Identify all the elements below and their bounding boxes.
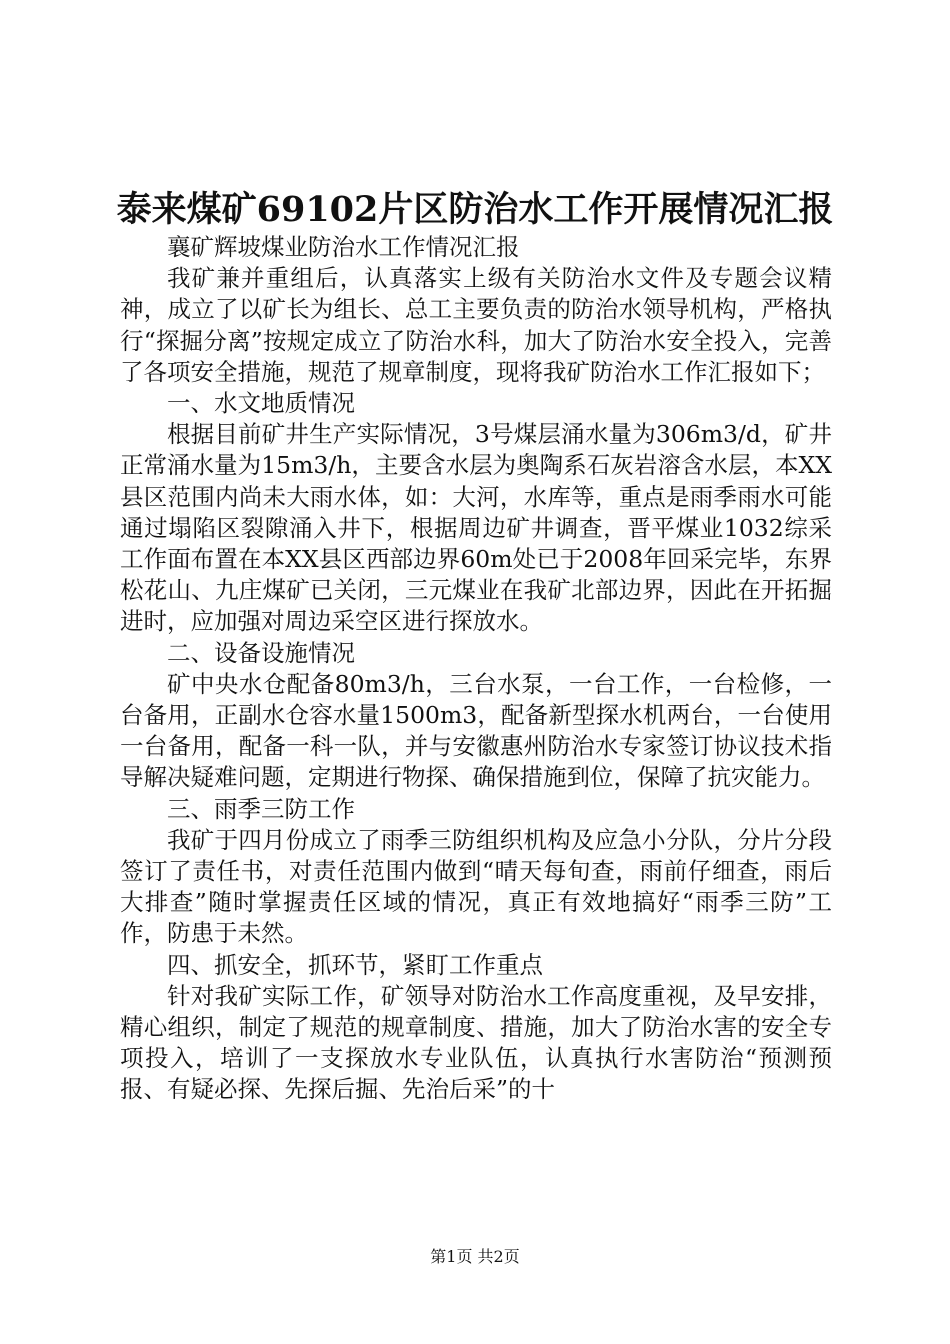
- heading-equipment: 二、设备设施情况: [167, 638, 355, 667]
- page-number-footer: 第1页 共2页: [430, 1247, 520, 1266]
- paragraph-hydrogeology: 根据目前矿井生产实际情况，3号煤层涌水量为306m3/d，矿井正常涌水量为15m3/h，主要含水层为奥陶系石灰岩溶含水层，本XX县区范围内尚未大雨水体，如：大河，水库等，重点是雨季雨水可能通过塌陷区裂隙涌入井下，根据周边矿井调查，晋平煤业1032综采工作面布置在本XX县区西部边界60m处已于2008年回采完毕，东界松花山、九庄煤矿已关闭，三元煤业在我矿北部边界，因此在开拓掘进时，应加强对周边采空区进行探放水。: [120, 420, 832, 636]
- paragraph-rainy-season: 我矿于四月份成立了雨季三防组织机构及应急小分队，分片分段签订了责任书，对责任范围内做到“晴天每旬查，雨前仔细查，雨后大排查”随时掌握责任区域的情况，真正有效地搞好“雨季三防”工作，防患于未然。: [120, 825, 832, 948]
- paragraph-subtitle: 襄矿辉坡煤业防治水工作情况汇报: [167, 233, 520, 261]
- heading-rainy-season: 三、雨季三防工作: [167, 794, 355, 823]
- paragraph-safety-focus: 针对我矿实际工作，矿领导对防治水工作高度重视，及早安排，精心组织，制定了规范的规章制度、措施，加大了防治水害的安全专项投入，培训了一支探放水专业队伍，认真执行水害防治“预测预报、有疑必探、先探后掘、先治后采”的十: [120, 981, 832, 1104]
- paragraph-intro: 我矿兼并重组后，认真落实上级有关防治水文件及专题会议精神，成立了以矿长为组长、总工主要负责的防治水领导机构，严格执行“探掘分离”按规定成立了防治水科，加大了防治水安全投入，完善了各项安全措施，规范了规章制度，现将我矿防治水工作汇报如下；: [120, 264, 832, 386]
- heading-hydrogeology: 一、水文地质情况: [167, 389, 355, 418]
- document-body: [120, 232, 832, 1106]
- paragraph-equipment: 矿中央水仓配备80m3/h，三台水泵，一台工作，一台检修，一台备用，正副水仓容水量1500m3，配备新型探水机两台，一台使用一台备用，配备一科一队，并与安徽惠州防治水专家签订协议技术指导解决疑难问题，定期进行物探、确保措施到位，保障了抗灾能力。: [120, 669, 832, 792]
- document-title: 泰来煤矿69102片区防治水工作开展情况汇报: [116, 189, 834, 230]
- heading-safety-focus: 四、抓安全，抓环节，紧盯工作重点: [167, 950, 543, 979]
